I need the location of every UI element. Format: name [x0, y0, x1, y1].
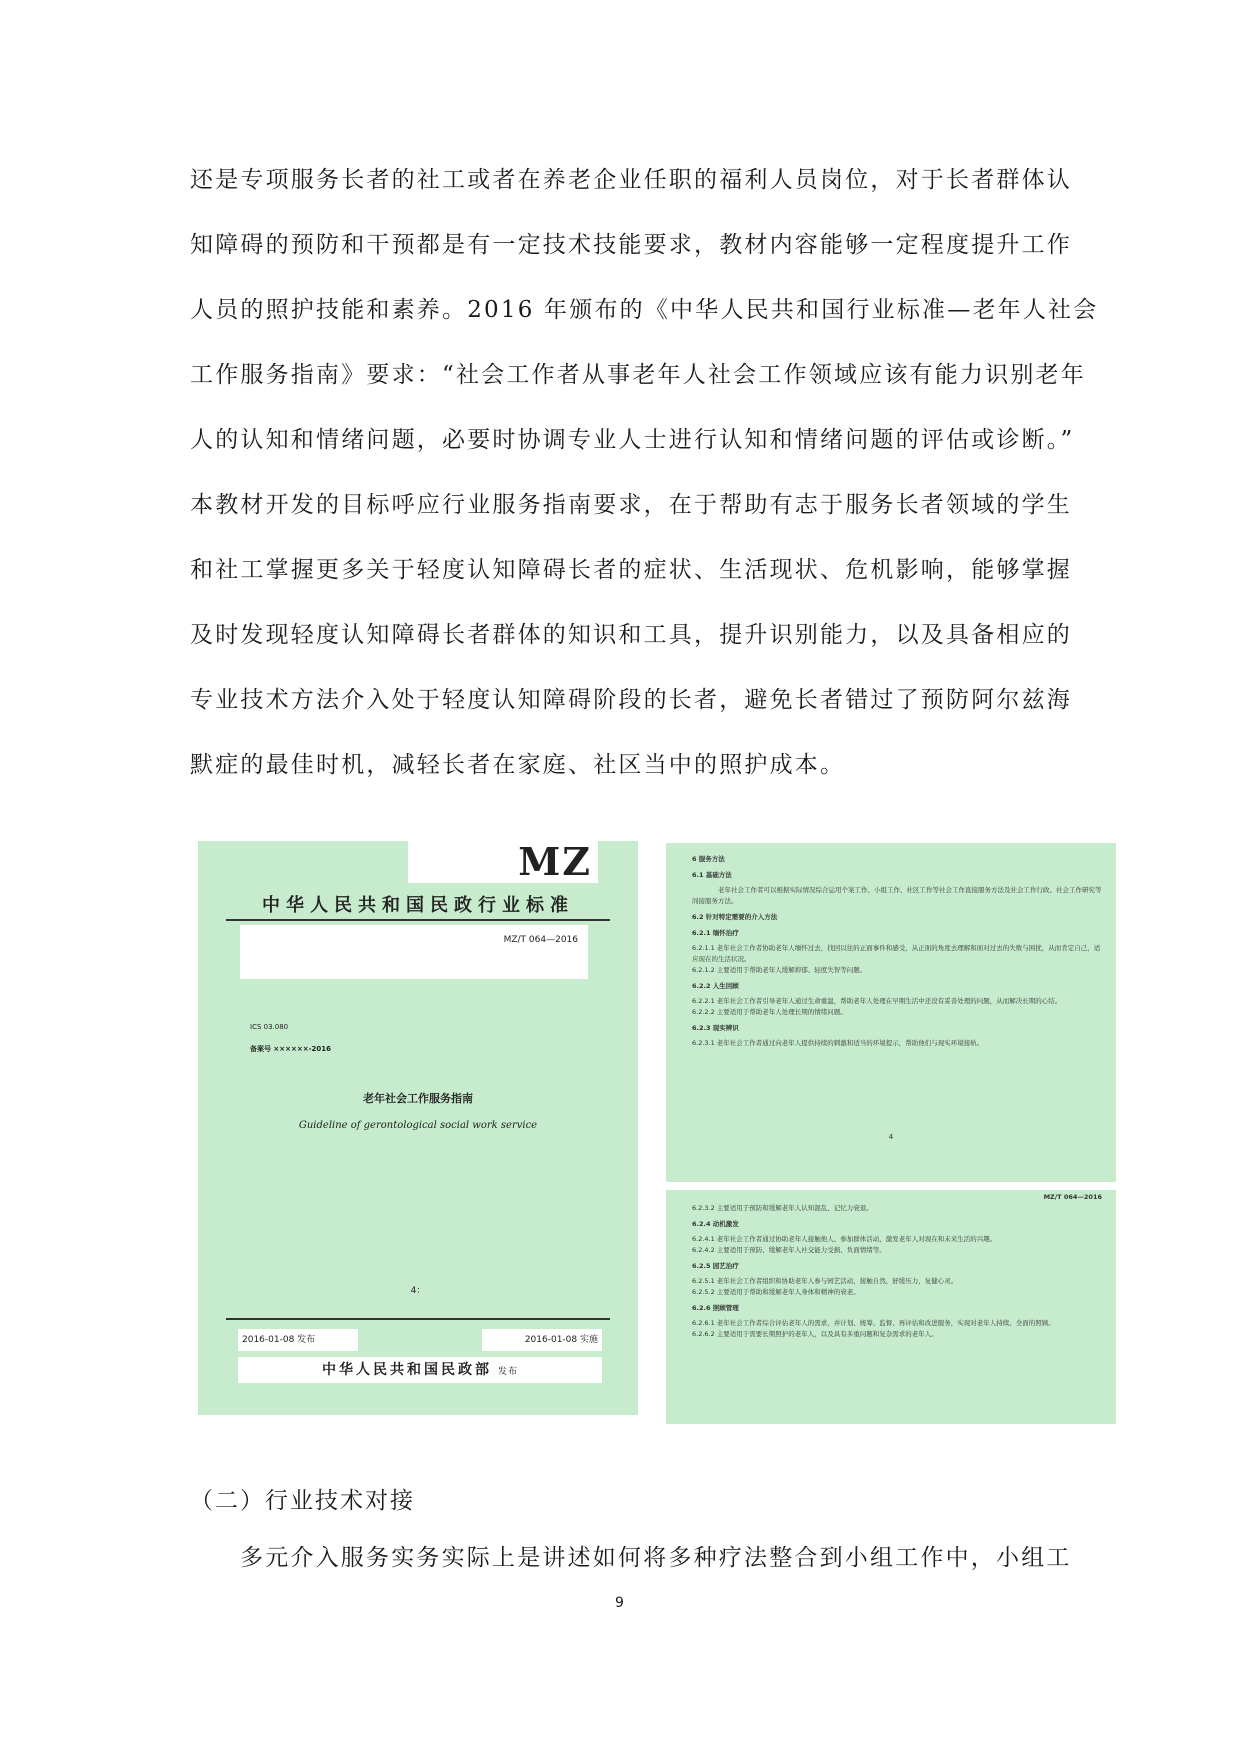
implement-date: 2016-01-08 实施	[482, 1329, 602, 1351]
clause-text: 6.2.6.2 主要适用于需要长期照护的老年人，以及具有多重问题和复杂需求的老年人。	[692, 1330, 938, 1338]
standard-content-page-top	[666, 843, 1116, 1182]
page-number: 9	[615, 1595, 624, 1611]
standard-cn-title: 老年社会工作服务指南	[363, 1092, 473, 1105]
clause-text: 6.2.2.2 主要适用于帮助老年人处理长期的情绪问题。	[692, 1008, 847, 1016]
clause-text: 6.2.2.1 老年社会工作者引导老年人通过生命重温，帮助老年人处理在早期生活中还没有妥善处理的问题，从而解决长期的心结。	[692, 997, 1062, 1005]
paragraph-line: 及时发现轻度认知障碍长者群体的知识和工具，提升识别能力，以及具备相应的	[190, 622, 1072, 648]
cover-title: 中华人民共和国民政行业标准	[262, 895, 574, 916]
paragraph-line: 本教材开发的目标呼应行业服务指南要求，在于帮助有志于服务长者领域的学生	[190, 492, 1072, 518]
section-heading: 6.2.5 园艺治疗	[692, 1262, 739, 1270]
paragraph-line: 和社工掌握更多关于轻度认知障碍长者的症状、生活现状、危机影响，能够掌握	[190, 557, 1072, 583]
ics-number: ICS 03.080	[250, 1023, 289, 1031]
paragraph-line: 默症的最佳时机，减轻长者在家庭、社区当中的照护成本。	[190, 752, 846, 778]
publisher-name: 中华人民共和国民政部	[321, 1362, 492, 1378]
paragraph-line: 专业技术方法介入处于轻度认知障碍阶段的长者，避免长者错过了预防阿尔兹海	[190, 687, 1072, 713]
body-paragraph	[190, 148, 1099, 798]
publisher	[238, 1357, 602, 1383]
standard-code: MZ/T 064—2016	[503, 935, 578, 945]
publisher-suffix: 发布	[497, 1367, 518, 1377]
clause-text: 6.2.6.1 老年社会工作者综合评估老年人的需求，并计划、统筹、监督、再评估和改进服务，实现对老年人持续、全面的照顾。	[692, 1319, 1055, 1327]
publish-date: 2016-01-08 发布	[238, 1329, 358, 1351]
section-heading: 6.2.2 人生回顾	[692, 982, 739, 990]
paragraph-line: 还是专项服务长者的社工或者在养老企业任职的福利人员岗位，对于长者群体认	[190, 167, 1072, 193]
clause-text: 6.2.1.1 老年社会工作者协助老年人缅怀过去，找回以往的正面事件和感受，从正面的角度去理解和面对过去的失败与困扰，从而肯定自己，适应现在的生活状况。	[692, 944, 1101, 963]
section-heading: 6 服务方法	[692, 855, 725, 863]
mz-logo: MZ	[518, 839, 592, 884]
section-paragraph: 多元介入服务实务实际上是讲述如何将多种疗法整合到小组工作中，小组工	[240, 1545, 1072, 1571]
code-box	[240, 925, 588, 979]
section-heading-industry: （二）行业技术对接	[190, 1488, 415, 1514]
clause-text: 6.2.1.2 主要适用于帮助老年人缓解抑郁、轻度失智等问题。	[692, 966, 867, 974]
page-header-code: MZ/T 064—2016	[1043, 1193, 1102, 1201]
section-heading: 6.2 针对特定需要的介入方法	[692, 913, 778, 921]
cover-mark: 4：	[410, 1286, 426, 1296]
clause-text: 6.2.4.1 老年社会工作者通过协助老年人接触他人、参加群体活动，激发老年人对现在和未来生活的兴趣。	[692, 1235, 997, 1243]
paragraph-line: 人的认知和情绪问题，必要时协调专业人士进行认知和情绪问题的评估或诊断。”	[190, 427, 1075, 453]
inner-page-number: 4	[888, 1133, 894, 1141]
section-heading: 6.1 基础方法	[692, 871, 732, 879]
record-number: 备案号 ××××××-2016	[250, 1045, 332, 1053]
clause-text: 6.2.3.1 老年社会工作者通过向老年人提供持续的刺激和适当的环境提示，帮助他们与现实环境接轨。	[692, 1039, 984, 1047]
section-heading: 6.2.1 缅怀治疗	[692, 929, 739, 937]
logo-box	[408, 841, 598, 883]
section-heading: 6.2.4 动机激发	[692, 1220, 739, 1228]
clause-text: 6.2.3.2 主要适用于预防和缓解老年人认知混乱、记忆力衰退。	[692, 1204, 873, 1212]
clause-text: 6.2.5.2 主要适用于帮助和缓解老年人身体和精神的衰老。	[692, 1288, 860, 1296]
clause-text: 6.2.5.1 老年社会工作者组织和协助老年人参与园艺活动，接触自然，舒缓压力，复健心灵。	[692, 1277, 958, 1285]
clause-text: 老年社会工作者可以根据实际情况综合运用个案工作、小组工作、社区工作等社会工作直接服务方法及社会工作行政、社会工作研究等间接服务方法。	[692, 886, 1102, 905]
section-heading: 6.2.6 照顾管理	[692, 1304, 739, 1312]
standard-en-title: Guideline of gerontological social work service	[298, 1120, 538, 1131]
divider	[226, 919, 610, 921]
paragraph-line: 工作服务指南》要求：“社会工作者从事老年人社会工作领域应该有能力识别老年	[190, 362, 1086, 388]
paragraph-line: 知障碍的预防和干预都是有一定技术技能要求，教材内容能够一定程度提升工作	[190, 232, 1072, 258]
divider	[226, 1318, 610, 1320]
section-heading: 6.2.3 现实辨识	[692, 1024, 739, 1032]
standard-content-page-bottom	[666, 1190, 1116, 1424]
paragraph-line: 人员的照护技能和素养。2016 年颁布的《中华人民共和国行业标准—老年人社会	[190, 297, 1099, 323]
standard-cover-figure	[198, 841, 638, 1415]
clause-text: 6.2.4.2 主要适用于预防、缓解老年人社交能力受损、负面情绪等。	[692, 1246, 886, 1254]
